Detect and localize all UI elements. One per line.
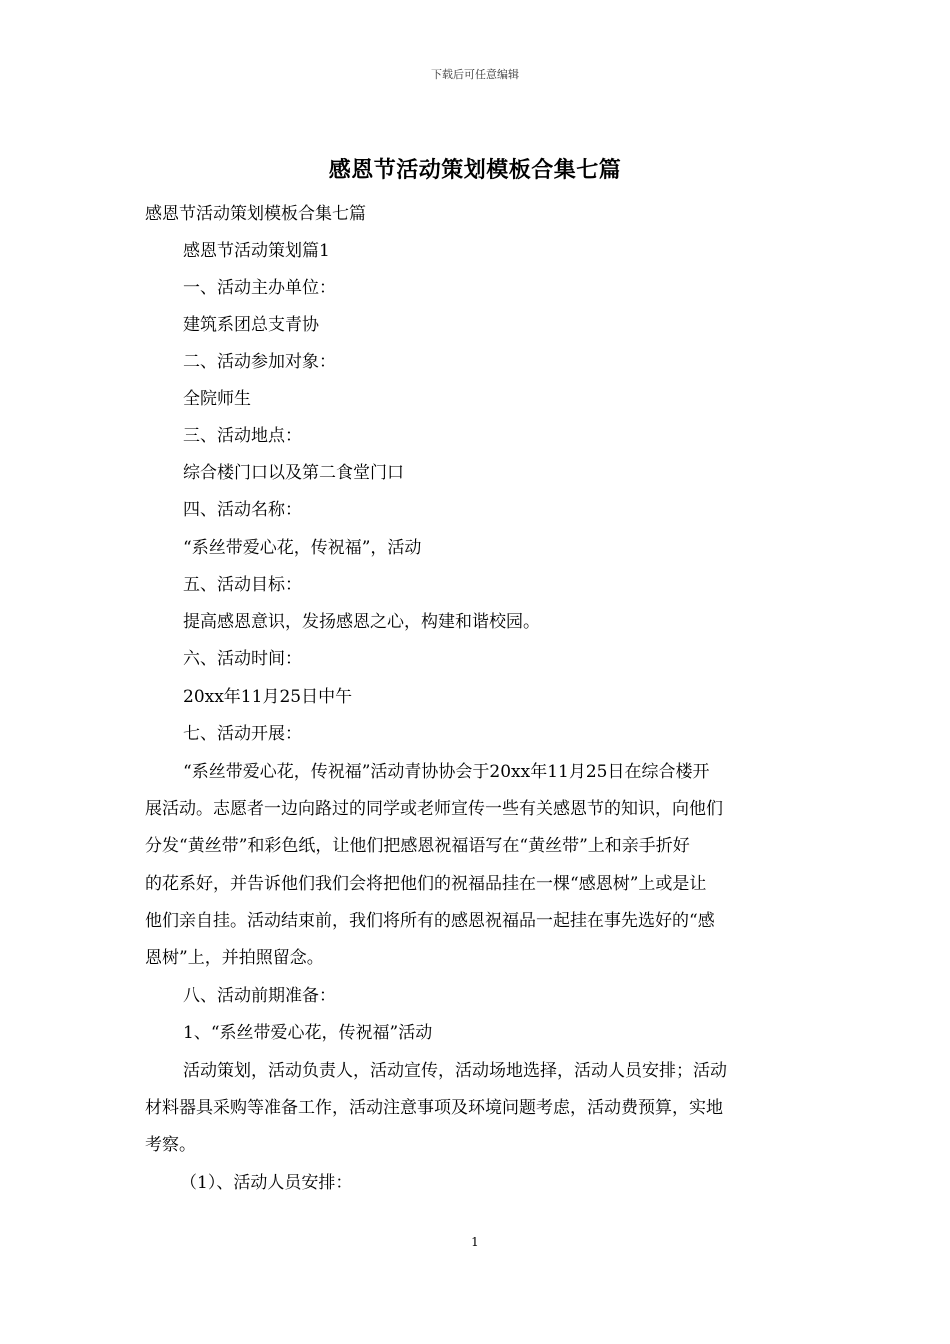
page-number: 1 — [471, 1235, 479, 1249]
paragraph-line: 他们亲自挂。活动结束前，我们将所有的感恩祝福品一起挂在事先选好的“感 — [145, 911, 715, 931]
paragraph-line: 的花系好，并告诉他们我们会将把他们的祝福品挂在一棵“感恩树”上或是让 — [145, 874, 707, 894]
item-text-name: “系丝带爱心花，传祝福”，活动 — [183, 538, 422, 558]
sub-item-heading: 1、“系丝带爱心花，传祝福”活动 — [183, 1023, 433, 1043]
page-header: 下载后可任意编辑 — [431, 68, 519, 81]
item-heading-conduct: 七、活动开展： — [183, 724, 302, 744]
item-heading-goal: 五、活动目标： — [183, 575, 302, 595]
paragraph-line: 考察。 — [145, 1135, 196, 1155]
item-heading-preparation: 八、活动前期准备： — [183, 986, 336, 1006]
item-text-participants: 全院师生 — [183, 389, 251, 409]
item-text-organizer: 建筑系团总支青协 — [183, 315, 319, 335]
item-heading-location: 三、活动地点： — [183, 426, 302, 446]
sub-sub-item-heading: （1）、活动人员安排： — [180, 1173, 353, 1193]
section-heading-1: 感恩节活动策划篇1 — [183, 241, 330, 261]
paragraph-line: 恩树”上，并拍照留念。 — [145, 948, 324, 968]
item-heading-name: 四、活动名称： — [183, 500, 302, 520]
paragraph-line: 展活动。志愿者一边向路过的同学或老师宣传一些有关感恩节的知识，向他们 — [145, 799, 723, 819]
paragraph-line: “系丝带爱心花，传祝福”活动青协协会于20xx年11月25日在综合楼开 — [183, 762, 710, 782]
subtitle-line: 感恩节活动策划模板合集七篇 — [145, 204, 366, 224]
item-heading-time: 六、活动时间： — [183, 649, 302, 669]
paragraph-line: 活动策划，活动负责人，活动宣传，活动场地选择，活动人员安排；活动 — [183, 1061, 727, 1081]
item-heading-organizer: 一、活动主办单位： — [183, 278, 336, 298]
document-title: 感恩节活动策划模板合集七篇 — [328, 157, 622, 183]
paragraph-line: 材料器具采购等准备工作，活动注意事项及环境问题考虑，活动费预算，实地 — [145, 1098, 723, 1118]
item-text-location: 综合楼门口以及第二食堂门口 — [183, 463, 404, 483]
item-text-time: 20xx年11月25日中午 — [183, 687, 353, 707]
item-heading-participants: 二、活动参加对象： — [183, 352, 336, 372]
paragraph-line: 分发“黄丝带”和彩色纸，让他们把感恩祝福语写在“黄丝带”上和亲手折好 — [145, 836, 690, 856]
item-text-goal: 提高感恩意识，发扬感恩之心，构建和谐校园。 — [183, 612, 540, 632]
